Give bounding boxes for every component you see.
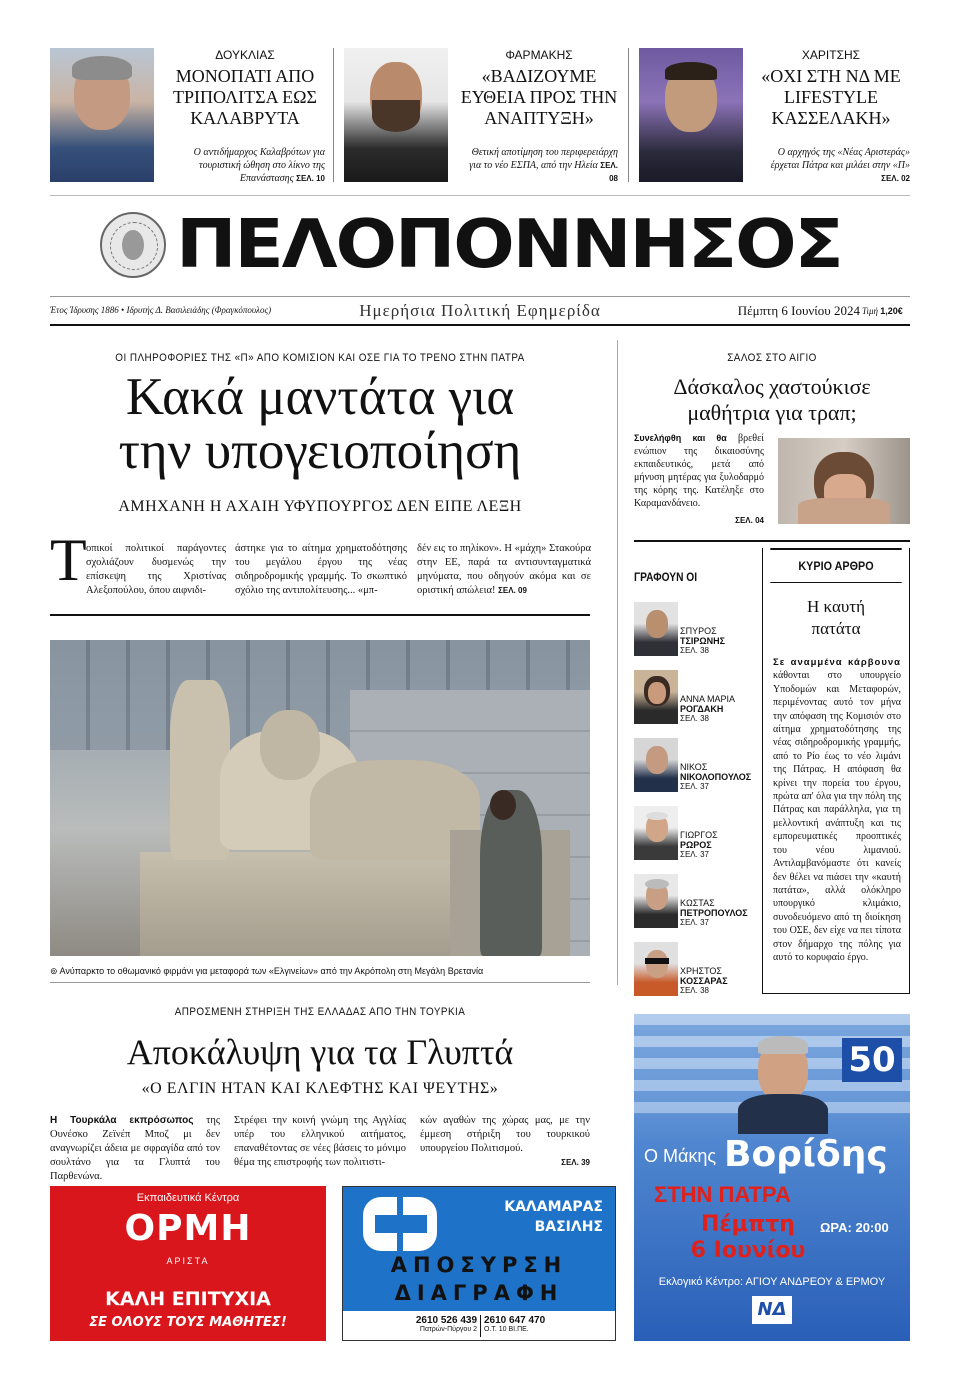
aigio-headline-line2: μαθήτρια για τραπ; [687, 400, 857, 425]
masthead-title[interactable]: ΠΕΛΟΠΟΝΝΗΣΟΣ [176, 205, 842, 283]
masthead-tagline: Ημερήσια Πολιτική Εφημερίδα [359, 301, 601, 320]
lead-headline[interactable] [40, 370, 600, 478]
photo-caption [50, 966, 590, 977]
ad-voridis-portrait [738, 1034, 828, 1134]
ad-kalamaras-line2: ΔΙΑΓΡΑΦΗ [394, 1281, 564, 1305]
teaser-photo-doukliias[interactable] [50, 48, 154, 182]
masthead-date: Πέμπτη 6 Ιουνίου 2024 [737, 303, 860, 318]
columnist-last: ΠΕΤΡΟΠΟΥΛΟΣ [680, 908, 748, 918]
ad-voridis-logo: ΝΔ [752, 1296, 792, 1324]
columnist-item[interactable] [634, 600, 754, 660]
aigio-headline[interactable] [634, 374, 910, 426]
columnist-photo [634, 670, 678, 724]
second-col1-text: της Ουνέσκο Ζεϊνέπ Μποζ μι δεν αναγνωρίζει άδεια με σφραγίδα από τον σουλτάνο για τα Γλυπτά του Παρθενώνα. [50, 1115, 220, 1182]
columnist-page: ΣΕΛ. 38 [680, 986, 709, 995]
lead-kicker: ΟΙ ΠΛΗΡΟΦΟΡΙΕΣ ΤΗΣ «Π» ΑΠΟ ΚΟΜΙΣΙΟΝ ΚΑΙ ΟΣΕ ΓΙΑ ΤΟ ΤΡΕΝΟ ΣΤΗΝ ΠΑΤΡΑ [115, 352, 525, 364]
ad-kalamaras-addr1: Πατρών-Πύργου 2 [419, 1326, 477, 1333]
columnist-item[interactable] [634, 804, 754, 864]
columnist-last: ΡΟΓΔΑΚΗ [680, 704, 724, 714]
ad-kalamaras-contact2 [484, 1315, 588, 1333]
ad-voridis-time: ΩΡΑ: 20:00 [820, 1220, 889, 1235]
caption-rule [50, 982, 590, 983]
ad-orhmi-sub: ΑΡΙΣΤΑ [166, 1256, 210, 1266]
columnist-item[interactable] [634, 668, 754, 728]
aigio-photo[interactable] [778, 438, 910, 524]
second-col3: κών αγαθών της χώρας μας, με την έμμεση στήριξη του τουρκικού υπουργείου Πολιτισμού. [420, 1115, 590, 1154]
lead-headline-line2: την υπογειοποίηση [118, 422, 522, 480]
columnist-photo [634, 738, 678, 792]
photo-caption-text: Ανύπαρκτο το οθωμανικό φιρμάνι για μεταφορά των «Ελγινείων» από την Ακρόπολη στη Μεγάλη Βρετανία [59, 966, 484, 976]
columnist-item[interactable] [634, 940, 754, 1000]
editorial-lead-bold: Σε αναμμένα κάρβουνα [773, 657, 901, 668]
ad-voridis[interactable] [634, 1014, 910, 1341]
editorial-title-line2: πατάτα [811, 619, 861, 638]
columnist-page: ΣΕΛ. 37 [680, 782, 709, 791]
lead-dropcap: Τ [50, 527, 87, 593]
camera-icon: ⊚ [50, 966, 60, 976]
columnist-page: ΣΕΛ. 38 [680, 646, 709, 655]
teaser-text-body: Ο αντιδήμαρχος Καλαβρύτων για τουριστική ώθηση στο λίκνο της Επανάστασης [193, 147, 325, 184]
teaser-title[interactable]: «ΟΧΙ ΣΤΗ ΝΔ ΜΕ LIFESTYLE ΚΑΣΣΕΛΑΚΗ» [761, 66, 901, 128]
teaser-kicker: ΔΟΥΚΛΙΑΣ [215, 48, 275, 62]
aigio-text-body: βρεθεί ενώπιον της δικαιοσύνης εκπαιδευτικός, μετά από μήνυση μητέρας για ξυλοδαρμό της κόρης της. Κατέληξε στο Καραμανδάνειο. [634, 433, 764, 509]
columnist-photo [634, 602, 678, 656]
masthead-rule-bottom [50, 324, 910, 326]
aigio-kicker: ΣΑΛΟΣ ΣΤΟ ΑΙΓΙΟ [727, 352, 817, 364]
columnist-item[interactable] [634, 872, 754, 932]
second-headline[interactable]: Αποκάλυψη για τα Γλυπτά [126, 1032, 514, 1072]
ad-voridis-venue: Εκλογικό Κέντρο: ΑΓΙΟΥ ΑΝΔΡΕΟΥ & ΕΡΜΟΥ [658, 1276, 886, 1288]
teaser-photo-charitsis[interactable] [639, 48, 743, 182]
columnist-photo [634, 874, 678, 928]
columnist-photo [634, 806, 678, 860]
teaser-photo-farmakis[interactable] [344, 48, 448, 182]
aigio-page: ΣΕΛ. 04 [735, 516, 764, 525]
columnist-first: ΓΙΩΡΓΟΣ [680, 830, 718, 840]
teaser-title[interactable]: «ΒΑΔΙΖΟΥΜΕ ΕΥΘΕΙΑ ΠΡΟΣ ΤΗΝ ΑΝΑΠΤΥΞΗ» [460, 66, 618, 128]
teaser-page: ΣΕΛ. 08 [600, 161, 618, 183]
columnist-first: ΑΝΝΑ ΜΑΡΙΑ [680, 694, 736, 704]
lead-col3 [417, 542, 591, 598]
teaser-divider [628, 48, 629, 182]
ad-voridis-day: Πέμπτη [701, 1212, 795, 1237]
columnist-item[interactable] [634, 736, 754, 796]
columnist-last: ΝΙΚΟΛΟΠΟΥΛΟΣ [680, 772, 752, 782]
aigio-text [634, 432, 764, 510]
ad-voridis-date: 6 Ιουνίου [690, 1238, 806, 1263]
editorial-title-line1: Η καυτή [807, 597, 865, 616]
price-label: Τιμή [862, 306, 878, 316]
teaser-text [752, 146, 910, 185]
columnists-header: ΓΡΑΦΟΥΝ ΟΙ [634, 570, 698, 584]
masthead-emblem [100, 212, 166, 278]
ad-kalamaras-phone2: 2610 647 470 [484, 1315, 546, 1326]
lead-rule [50, 614, 590, 616]
ad-orhmi-line1: ΚΑΛΗ ΕΠΙΤΥΧΙΑ [105, 1288, 271, 1310]
ad-voridis-pre: Ο Μάκης [644, 1146, 717, 1166]
columnists-list [634, 600, 754, 1000]
teaser-text [460, 146, 618, 185]
right-column-divider [617, 340, 618, 985]
teaser-title[interactable]: ΜΟΝΟΠΑΤΙ ΑΠΟ ΤΡΙΠΟΛΙΤΣΑ ΕΩΣ ΚΑΛΑΒΡΥΤΑ [172, 66, 317, 128]
columnist-page: ΣΕΛ. 37 [680, 918, 709, 927]
columnist-last: ΡΩΡΟΣ [680, 840, 712, 850]
top-rule [50, 195, 910, 196]
teaser-text [165, 146, 325, 185]
ad-orhmi[interactable] [50, 1186, 326, 1341]
ad-voridis-city: ΣΤΗΝ ΠΑΤΡΑ [654, 1182, 791, 1207]
second-lead-bold: Η Τουρκάλα εκπρόσωπος [50, 1115, 194, 1126]
price-value: 1,20€ [880, 306, 903, 316]
second-page: ΣΕΛ. 39 [561, 1158, 590, 1167]
columnist-page: ΣΕΛ. 37 [680, 850, 709, 859]
ad-kalamaras-name1: ΚΑΛΑΜΑΡΑΣ [504, 1199, 603, 1215]
columnist-first: ΚΩΣΤΑΣ [680, 898, 715, 908]
lead-subtitle: ΑΜΗΧΑΝΗ Η ΑΧΑΙΗ ΥΦΥΠΟΥΡΓΟΣ ΔΕΝ ΕΙΠΕ ΛΕΞΗ [118, 498, 522, 515]
teaser-text-body: Θετική αποτίμηση του περιφερειάρχη για το νέο ΕΣΠΑ, από την Ηλεία [469, 147, 618, 171]
ad-kalamaras[interactable] [342, 1186, 616, 1341]
editorial-text [773, 656, 901, 964]
ad-kalamaras-name2: ΒΑΣΙΛΗΣ [534, 1219, 603, 1235]
columnist-first: ΧΡΗΣΤΟΣ [680, 966, 722, 976]
masthead-founded: Έτος Ίδρυσης 1886 • Ιδρυτής Δ. Βασιλειάδης (Φραγκόπουλος) [50, 305, 272, 315]
editorial-text-body: κάθονται στο υπουργείο Υποδομών και Μεταφορών, περιμένοντας αυτό τον μήνα την απόφαση της Κομισιόν στο αίτημα χρηματοδότησης της νέας σιδηροδρομικής γραμμής, από το Ρίο έως το νέο λιμάνι της Πάτρας. Η απόφαση θα κρίνει την πορεία του έργου, πρώτα απ' όλα για την πόλη της Πάτρας και παράλληλα, για τη μελλοντική ανάπτυξη και τις εμπορευματικές προοπτικές του νέου λιμανιού. Αντιλαμβανόμαστε ότι κανείς δεν θέλει να πιάσει την «καυτή πατάτα», αλλά ολόκληρο υπουργικό κλιμάκιο, συνοδευόμενο από τη διοίκηση του ΟΣΕ, δεν είχε να πει τίποτα στον δήμαρχο της πόλης για αυτό το κορυφαίο έργο. [773, 670, 901, 963]
ad-kalamaras-line1: ΑΠΟΣΥΡΣΗ [390, 1253, 568, 1277]
editorial-header: ΚΥΡΙΟ ΑΡΘΡΟ [770, 548, 901, 583]
ad-kalamaras-logo [363, 1197, 439, 1251]
teaser-text-body: Ο αρχηγός της «Νέας Αριστεράς» έρχεται Πάτρα και μιλάει στην «Π» [770, 147, 910, 171]
teaser-divider [333, 48, 334, 182]
aigio-lead-bold: Συνελήφθη και θα [634, 433, 727, 443]
ad-kalamaras-phone1: 2610 526 439 [415, 1315, 477, 1326]
columnist-last: ΤΣΙΡΩΝΗΣ [680, 636, 726, 646]
second-kicker: ΑΠΡΟΣΜΕΝΗ ΣΤΗΡΙΞΗ ΤΗΣ ΕΛΛΑΔΑΣ ΑΠΟ ΤΗΝ ΤΟΥΡΚΙΑ [174, 1006, 466, 1018]
ad-orhmi-line2: ΣΕ ΟΛΟΥΣ ΤΟΥΣ ΜΑΘΗΤΕΣ! [89, 1315, 287, 1330]
columnist-last: ΚΟΣΣΑΡΑΣ [680, 976, 728, 986]
lead-col1: οπικοί πολιτικοί παράγοντες σχολιάζουν δυσμενώς την επίσκεψη της Χριστίνας Αλεξοπούλου, όπου αιφνιδι- [86, 543, 226, 596]
ad-kalamaras-addr2: Ο.Τ. 10 ΒΙ.ΠΕ. [484, 1326, 529, 1333]
masthead-rule-top [50, 296, 910, 297]
teaser-page: ΣΕΛ. 02 [881, 174, 910, 183]
aigio-headline-line1: Δάσκαλος χαστούκισε [673, 374, 871, 399]
teaser-kicker: ΦΑΡΜΑΚΗΣ [505, 48, 573, 62]
ad-orhmi-top: Εκπαιδευτικά Κέντρα [136, 1192, 240, 1204]
columnist-photo [634, 942, 678, 996]
lead-col3-text: δέν εις το πηλίκον». Η «μάχη» Στακούρα στην ΕΕ, παρά τα αντισυνταγματικά μηνύματα, που οδηγούν ακόμα και σε οριστική απώλεια! [417, 543, 591, 596]
ad-kalamaras-contact1 [373, 1315, 477, 1333]
teaser-kicker: ΧΑΡΙΤΣΗΣ [801, 48, 861, 62]
lead-page: ΣΕΛ. 09 [498, 586, 527, 595]
lead-headline-line1: Κακά μαντάτα για [125, 368, 515, 426]
aigio-rule [634, 540, 910, 542]
second-col1 [50, 1114, 220, 1184]
editorial-box [762, 548, 910, 994]
columnist-first: ΣΠΥΡΟΣ [680, 626, 717, 636]
columnist-first: ΝΙΚΟΣ [680, 762, 708, 772]
teaser-page: ΣΕΛ. 10 [296, 174, 325, 183]
editorial-title[interactable] [763, 596, 909, 640]
ad-voridis-name: Βορίδης [724, 1134, 888, 1175]
ad-voridis-badge: 50 [842, 1038, 902, 1082]
masthead-price [862, 306, 912, 316]
marbles-photo[interactable] [50, 640, 590, 956]
ad-orhmi-brand: ΟΡΜΗ [124, 1208, 252, 1249]
lead-col2: άστηκε για το αίτημα χρηματοδότησης του μεγάλου έργου της νέας σιδηροδρομικής γραμμής. Το σκωπτικό σχόλιο της αντιπολίτευσης... «μπ- [235, 543, 407, 596]
second-subtitle: «Ο ΕΛΓΙΝ ΗΤΑΝ ΚΑΙ ΚΛΕΦΤΗΣ ΚΑΙ ΨΕΥΤΗΣ» [141, 1080, 499, 1097]
second-col2: Στρέφει την κοινή γνώμη της Αγγλίας υπέρ του ελληνικού αιτήματος, επαναθέτοντας σε νέες βάσεις το μόνιμο θέμα της επιστροφής των πολιτιστι- [234, 1115, 406, 1168]
columnist-page: ΣΕΛ. 38 [680, 714, 709, 723]
